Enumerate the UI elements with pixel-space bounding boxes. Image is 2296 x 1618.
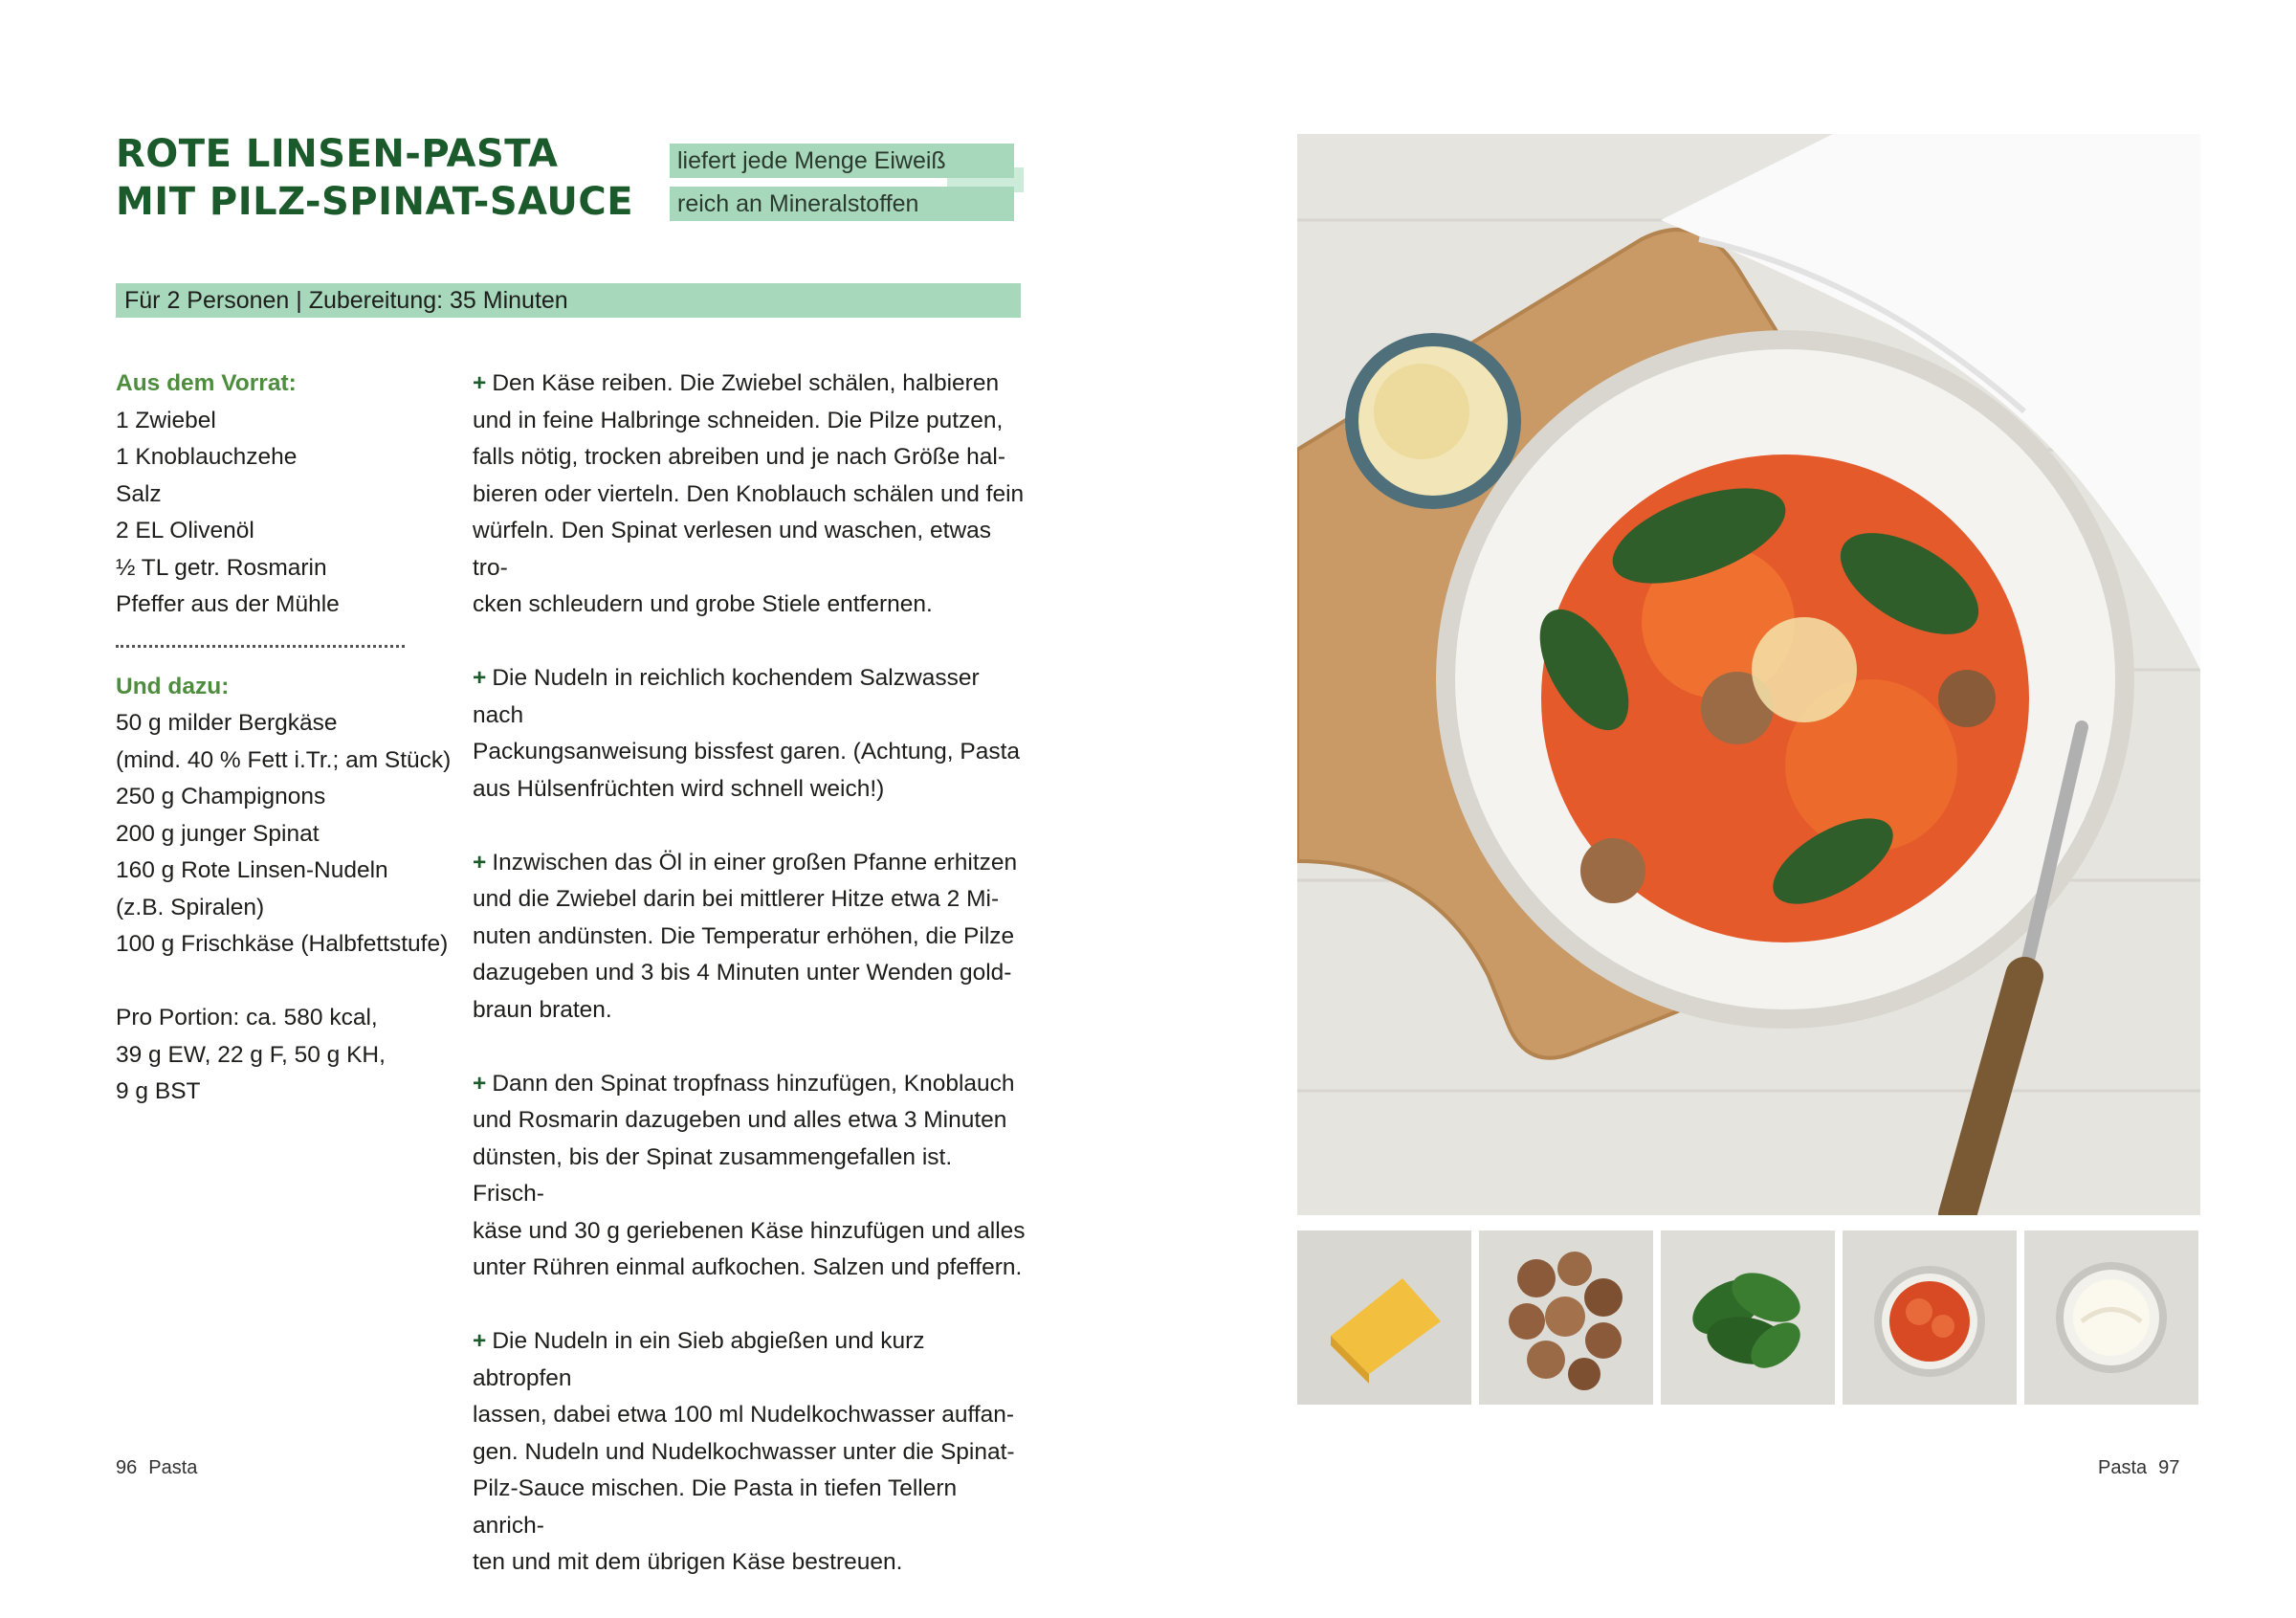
step-line: ten und mit dem übrigen Käse bestreuen. <box>473 1549 903 1575</box>
thumbnail-spinach <box>1661 1230 1835 1405</box>
thumbnail-cream-cheese <box>2024 1230 2198 1405</box>
servings-time-bar: Für 2 Personen | Zubereitung: 35 Minuten <box>116 283 1021 318</box>
cream-cheese-icon <box>2024 1230 2198 1405</box>
ingredient-item: 1 Knoblauchzehe <box>116 444 298 470</box>
ingredient-item: 2 EL Olivenöl <box>116 518 254 543</box>
ingredient-item: 100 g Frischkäse (Halbfettstufe) <box>116 931 449 957</box>
recipe-title <box>116 130 633 226</box>
step-line: dazugeben und 3 bis 4 Minuten unter Wenden gold- <box>473 960 1012 986</box>
step-line: Inzwischen das Öl in einer großen Pfanne erhitzen <box>492 849 1018 875</box>
instructions-column <box>473 366 1027 1618</box>
ingredients-column <box>116 366 452 1111</box>
step-line: unter Rühren einmal aufkochen. Salzen und pfeffern. <box>473 1254 1023 1280</box>
section-name-left: Pasta <box>148 1457 198 1478</box>
step-line: falls nötig, trocken abreiben und je nach Größe hal- <box>473 444 1006 470</box>
instruction-step <box>473 1066 1027 1287</box>
instruction-step <box>473 1323 1027 1582</box>
step-line: Die Nudeln in ein Sieb abgießen und kurz abtropfen <box>473 1328 925 1391</box>
pantry-heading: Aus dem Vorrat: <box>116 370 297 396</box>
ingredient-item: 160 g Rote Linsen-Nudeln <box>116 857 388 883</box>
step-line: Die Nudeln in reichlich kochendem Salzwasser nach <box>473 665 980 728</box>
page-number-right: 97 <box>2158 1457 2180 1478</box>
ingredient-item: Salz <box>116 480 162 507</box>
section-name-right: Pasta <box>2098 1457 2148 1478</box>
step-line: aus Hülsenfrüchten wird schnell weich!) <box>473 775 885 802</box>
step-line: und die Zwiebel darin bei mittlerer Hitze etwa 2 Mi- <box>473 886 1000 912</box>
benefit-tags <box>670 144 1052 220</box>
ingredient-item: Pfeffer aus der Mühle <box>116 591 340 617</box>
ingredient-item: (z.B. Spiralen) <box>116 894 265 920</box>
step-line: Pilz-Sauce mischen. Die Pasta in tiefen Tellern anrich- <box>473 1475 958 1539</box>
instruction-step <box>473 366 1027 624</box>
step-line: lassen, dabei etwa 100 ml Nudelkochwasser auffan- <box>473 1402 1015 1428</box>
cheese-icon <box>1297 1230 1471 1405</box>
thumbnail-cheese <box>1297 1230 1471 1405</box>
ingredient-item: ½ TL getr. Rosmarin <box>116 554 327 581</box>
plus-bullet-icon: + <box>473 370 487 396</box>
step-line: und in feine Halbringe schneiden. Die Pilze putzen, <box>473 407 1004 433</box>
recipe-title-line-1: ROTE LINSEN-PASTA <box>116 132 559 176</box>
ingredient-thumbnails <box>1297 1230 2200 1405</box>
thumbnail-lentil-pasta <box>1843 1230 2017 1405</box>
plus-bullet-icon: + <box>473 849 487 875</box>
step-line: braun braten. <box>473 996 612 1023</box>
ingredient-item: 50 g milder Bergkäse <box>116 710 338 736</box>
nutrition-line: 39 g EW, 22 g F, 50 g KH, <box>116 1041 386 1068</box>
ingredient-item: (mind. 40 % Fett i.Tr.; am Stück) <box>116 746 452 773</box>
step-line: nuten andünsten. Die Temperatur erhöhen, die Pilze <box>473 922 1015 949</box>
plus-bullet-icon: + <box>473 1328 487 1354</box>
extra-heading: Und dazu: <box>116 673 230 699</box>
pasta-bowl-illustration <box>1297 134 2200 1215</box>
step-line: bieren oder vierteln. Den Knoblauch schälen und fein <box>473 480 1025 507</box>
nutrition-line: Pro Portion: ca. 580 kcal, <box>116 1005 378 1031</box>
footer-right <box>2098 1456 2191 1479</box>
step-line: cken schleudern und grobe Stiele entfernen. <box>473 591 933 617</box>
ingredient-item: 200 g junger Spinat <box>116 820 320 847</box>
step-line: und Rosmarin dazugeben und alles etwa 3 Minuten <box>473 1107 1007 1133</box>
benefit-tag-protein: liefert jede Menge Eiweiß <box>670 144 1014 178</box>
thumbnail-mushrooms <box>1479 1230 1653 1405</box>
step-line: gen. Nudeln und Nudelkochwasser unter die Spinat- <box>473 1438 1015 1465</box>
nutrition-line: 9 g BST <box>116 1078 201 1104</box>
lentil-pasta-icon <box>1843 1230 2017 1405</box>
recipe-title-line-2: MIT PILZ-SPINAT-SAUCE <box>116 180 634 224</box>
mushrooms-icon <box>1479 1230 1653 1405</box>
step-line: käse und 30 g geriebenen Käse hinzufügen und alles <box>473 1217 1026 1244</box>
dotted-divider <box>116 645 405 648</box>
spinach-icon <box>1661 1230 1835 1405</box>
instruction-step <box>473 845 1027 1030</box>
plus-bullet-icon: + <box>473 1070 487 1097</box>
plus-bullet-icon: + <box>473 665 487 691</box>
instruction-step <box>473 660 1027 808</box>
footer-left <box>104 1456 197 1479</box>
ingredient-item: 1 Zwiebel <box>116 407 216 433</box>
step-line: Packungsanweisung bissfest garen. (Achtung, Pasta <box>473 739 1021 765</box>
dish-photo <box>1297 134 2200 1215</box>
step-line: dünsten, bis der Spinat zusammengefallen ist. Frisch- <box>473 1143 953 1207</box>
ingredient-item: 250 g Champignons <box>116 784 326 809</box>
step-line: würfeln. Den Spinat verlesen und waschen, etwas tro- <box>473 518 992 581</box>
step-line: Den Käse reiben. Die Zwiebel schälen, halbieren <box>492 370 1000 396</box>
page-number-left: 96 <box>116 1457 138 1478</box>
step-line: Dann den Spinat tropfnass hinzufügen, Knoblauch <box>492 1070 1015 1097</box>
benefit-tag-minerals: reich an Mineralstoffen <box>670 187 1014 221</box>
